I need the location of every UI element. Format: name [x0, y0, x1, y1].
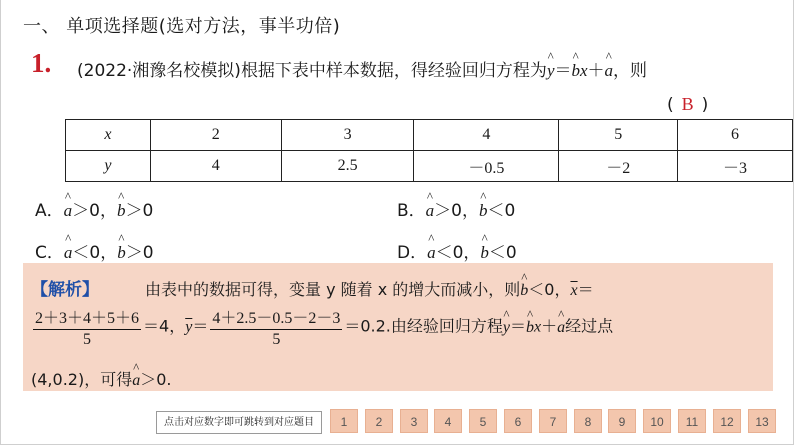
table-cell: －0.5	[414, 151, 559, 182]
nav-page-button-13[interactable]: 13	[748, 409, 776, 433]
a-hat: ^ a	[426, 201, 435, 221]
b-hat: ^ b	[526, 319, 534, 337]
question-stem-pre: 根据下表中样本数据，得经验回归方程为	[240, 61, 547, 81]
eq-plus: ＋	[541, 316, 558, 336]
b-hat: ^ b	[480, 243, 489, 263]
question-nav-bar	[1, 405, 794, 445]
eq-x: x	[534, 318, 542, 336]
eq-x: x	[579, 61, 588, 80]
eq-plus: ＋	[587, 61, 605, 81]
nav-page-button-8[interactable]: 8	[574, 409, 602, 433]
table-cell: 4	[150, 151, 281, 182]
b-hat: ^ b	[117, 243, 126, 263]
option-a-relation: ＞0，	[72, 201, 117, 221]
y-hat: ^ y	[503, 319, 510, 337]
option-a-relation: ＜0，	[72, 243, 118, 263]
table-cell: 4	[414, 120, 559, 151]
option-d	[397, 238, 517, 263]
nav-page-button-1[interactable]: 1	[330, 409, 358, 433]
table-cell: 2.5	[281, 151, 414, 182]
option-b-relation: ＜0	[488, 243, 517, 263]
table-cell: 6	[678, 120, 793, 151]
nav-page-button-6[interactable]: 6	[504, 409, 532, 433]
analysis-line-2	[31, 305, 613, 349]
fraction-x-mean	[33, 305, 141, 349]
y-mean-result: ＝0.2.	[344, 316, 391, 336]
x-mean-result: ＝4，	[143, 316, 186, 336]
nav-page-button-5[interactable]: 5	[469, 409, 497, 433]
option-b-relation: ＞0	[125, 201, 154, 221]
y-bar-equals: ＝	[192, 316, 209, 336]
analysis-line-1	[31, 275, 594, 300]
nav-page-button-4[interactable]: 4	[434, 409, 462, 433]
table-cell: x	[66, 120, 151, 151]
analysis-line-3	[31, 367, 171, 390]
a-hat: ^ a	[427, 243, 436, 263]
question-stem-post: ，则	[613, 61, 648, 81]
option-b	[397, 196, 515, 221]
question-stem	[77, 56, 647, 81]
analysis-text-2: 由经验回归方程	[390, 316, 503, 336]
x-bar-equals: ＝	[577, 280, 594, 299]
table-cell: －2	[559, 151, 678, 182]
fraction-denominator: 5	[83, 331, 91, 348]
nav-page-button-9[interactable]: 9	[608, 409, 636, 433]
nav-page-button-12[interactable]: 12	[713, 409, 741, 433]
fraction-y-mean	[210, 305, 342, 349]
table-row	[66, 120, 793, 151]
table-cell: y	[66, 151, 151, 182]
section-title: 一、 单项选择题(选对方法，事半功倍)	[23, 16, 341, 37]
option-letter: A．	[35, 201, 64, 221]
analysis-box	[23, 263, 773, 391]
b-relation: ＜0，	[528, 280, 571, 299]
eq-b-hat: ^ b	[571, 61, 580, 81]
fraction-numerator: 4＋2.5－0.5－2－3	[210, 305, 342, 330]
a-hat: ^ a	[64, 201, 73, 221]
option-letter: D．	[397, 243, 428, 263]
b-hat: ^ b	[520, 282, 528, 300]
option-a	[35, 196, 153, 221]
b-hat: ^ b	[479, 201, 488, 221]
fraction-denominator: 5	[272, 331, 281, 348]
option-letter: C．	[35, 243, 64, 263]
nav-page-button-3[interactable]: 3	[400, 409, 428, 433]
answer-close: )	[701, 95, 709, 115]
eq-a-hat: ^ a	[605, 61, 614, 81]
question-number: 1.	[31, 48, 52, 78]
b-hat: ^ b	[117, 201, 126, 221]
question-source: (2022·湘豫名校模拟)	[77, 61, 241, 81]
option-c	[35, 238, 154, 263]
nav-page-button-7[interactable]: 7	[539, 409, 567, 433]
table-cell: －3	[678, 151, 793, 182]
table-cell: 3	[281, 120, 414, 151]
x-bar: $\overline{x}$	[570, 282, 578, 299]
nav-page-button-2[interactable]: 2	[365, 409, 393, 433]
eq-equals: ＝	[554, 61, 572, 81]
a-hat: ^ a	[64, 243, 73, 263]
analysis-text-1: 由表中的数据可得，变量 y 随着 x 的增大而减小，则	[145, 280, 521, 299]
option-a-relation: ＜0，	[435, 243, 481, 263]
table-cell: 2	[150, 120, 281, 151]
analysis-tag: 【解析】	[31, 280, 99, 300]
analysis-text-2-end: 经过点	[565, 316, 614, 336]
y-bar: $\overline{y}$	[185, 318, 193, 336]
sample-data-table	[65, 119, 793, 182]
option-letter: B．	[397, 201, 426, 221]
a-hat: ^ a	[557, 319, 565, 337]
fraction-numerator: 2＋3＋4＋5＋6	[33, 305, 141, 330]
eq-y-hat: ^ y	[547, 61, 555, 81]
a-relation: ＞0.	[140, 370, 172, 389]
nav-hint-label: 点击对应数字即可跳转到对应题目	[156, 411, 322, 434]
nav-page-button-11[interactable]: 11	[678, 409, 706, 433]
eq-equals: ＝	[510, 316, 527, 336]
answer-letter: B	[681, 94, 694, 114]
option-b-relation: ＞0	[125, 243, 154, 263]
option-a-relation: ＞0，	[434, 201, 479, 221]
table-row	[66, 151, 793, 182]
analysis-text-3: (4,0.2)，可得	[31, 370, 133, 389]
answer-bracket	[667, 94, 708, 115]
table-cell: 5	[559, 120, 678, 151]
a-hat: ^ a	[132, 372, 140, 390]
nav-page-button-10[interactable]: 10	[643, 409, 671, 433]
option-b-relation: ＜0	[487, 201, 516, 221]
answer-open: (	[667, 95, 674, 115]
